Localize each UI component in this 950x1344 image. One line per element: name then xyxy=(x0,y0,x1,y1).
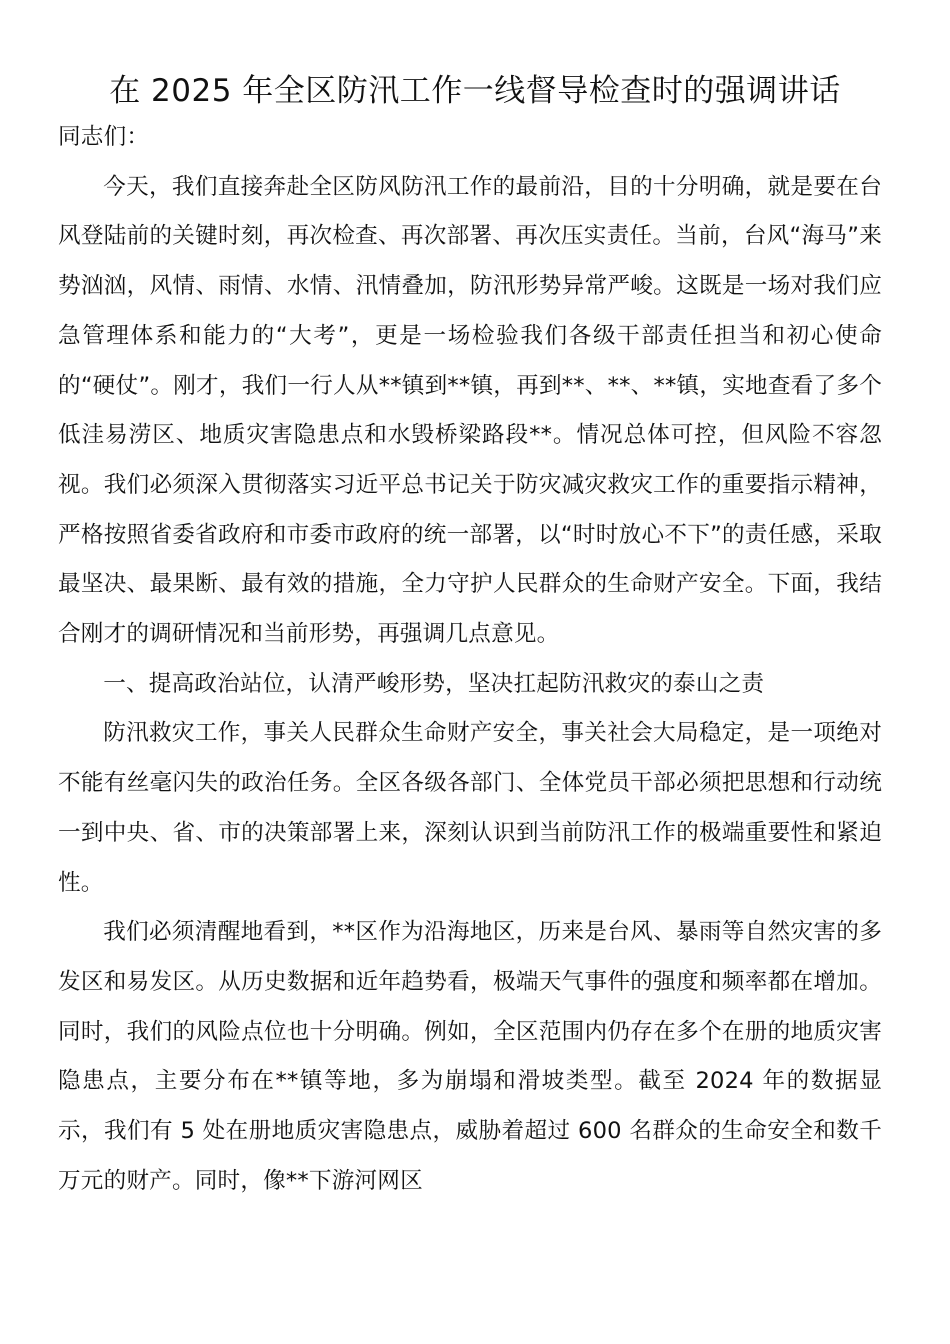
paragraph: 我们必须清醒地看到，**区作为沿海地区，历来是台风、暴雨等自然灾害的多发区和易发区。从历史数据和近年趋势看，极端天气事件的强度和频率都在增加。同时，我们的风险点位也十分明确。例如，全区范围内仍存在多个在册的地质灾害隐患点，主要分布在**镇等地，多为崩塌和滑坡类型。截至 2024 年的数据显示，我们有 5 处在册地质灾害隐患点，威胁着超过 600 名群众的生命安全和数千万元的财产。同时，像**下游河网区 xyxy=(58,919,882,1194)
paragraph: 防汛救灾工作，事关人民群众生命财产安全，事关社会大局稳定，是一项绝对不能有丝毫闪失的政治任务。全区各级各部门、全体党员干部必须把思想和行动统一到中央、省、市的决策部署上来，深刻认识到当前防汛工作的极端重要性和紧迫性。 xyxy=(58,720,882,896)
salutation: 同志们： xyxy=(58,124,150,150)
paragraph: 今天，我们直接奔赴全区防风防汛工作的最前沿，目的十分明确，就是要在台风登陆前的关键时刻，再次检查、再次部署、再次压实责任。当前，台风“海马”来势汹汹，风情、雨情、水情、汛情叠加，防汛形势异常严峻。这既是一场对我们应急管理体系和能力的“大考”，更是一场检验我们各级干部责任担当和初心使命的“硬仗”。刚才，我们一行人从**镇到**镇，再到**、**、**镇，实地查看了多个低洼易涝区、地质灾害隐患点和水毁桥梁路段**。情况总体可控，但风险不容忽视。我们必须深入贯彻落实习近平总书记关于防灾减灾救灾工作的重要指示精神，严格按照省委省政府和市委市政府的统一部署，以“时时放心不下”的责任感，采取最坚决、最果断、最有效的措施，全力守护人民群众的生命财产安全。下面，我结合刚才的调研情况和当前形势，再强调几点意见。 xyxy=(58,173,882,648)
document-title: 在 2025 年全区防汛工作一线督导检查时的强调讲话 xyxy=(109,73,841,109)
section-heading: 一、提高政治站位，认清严峻形势，坚决扛起防汛救灾的泰山之责 xyxy=(103,670,765,697)
document-body xyxy=(58,113,882,1206)
